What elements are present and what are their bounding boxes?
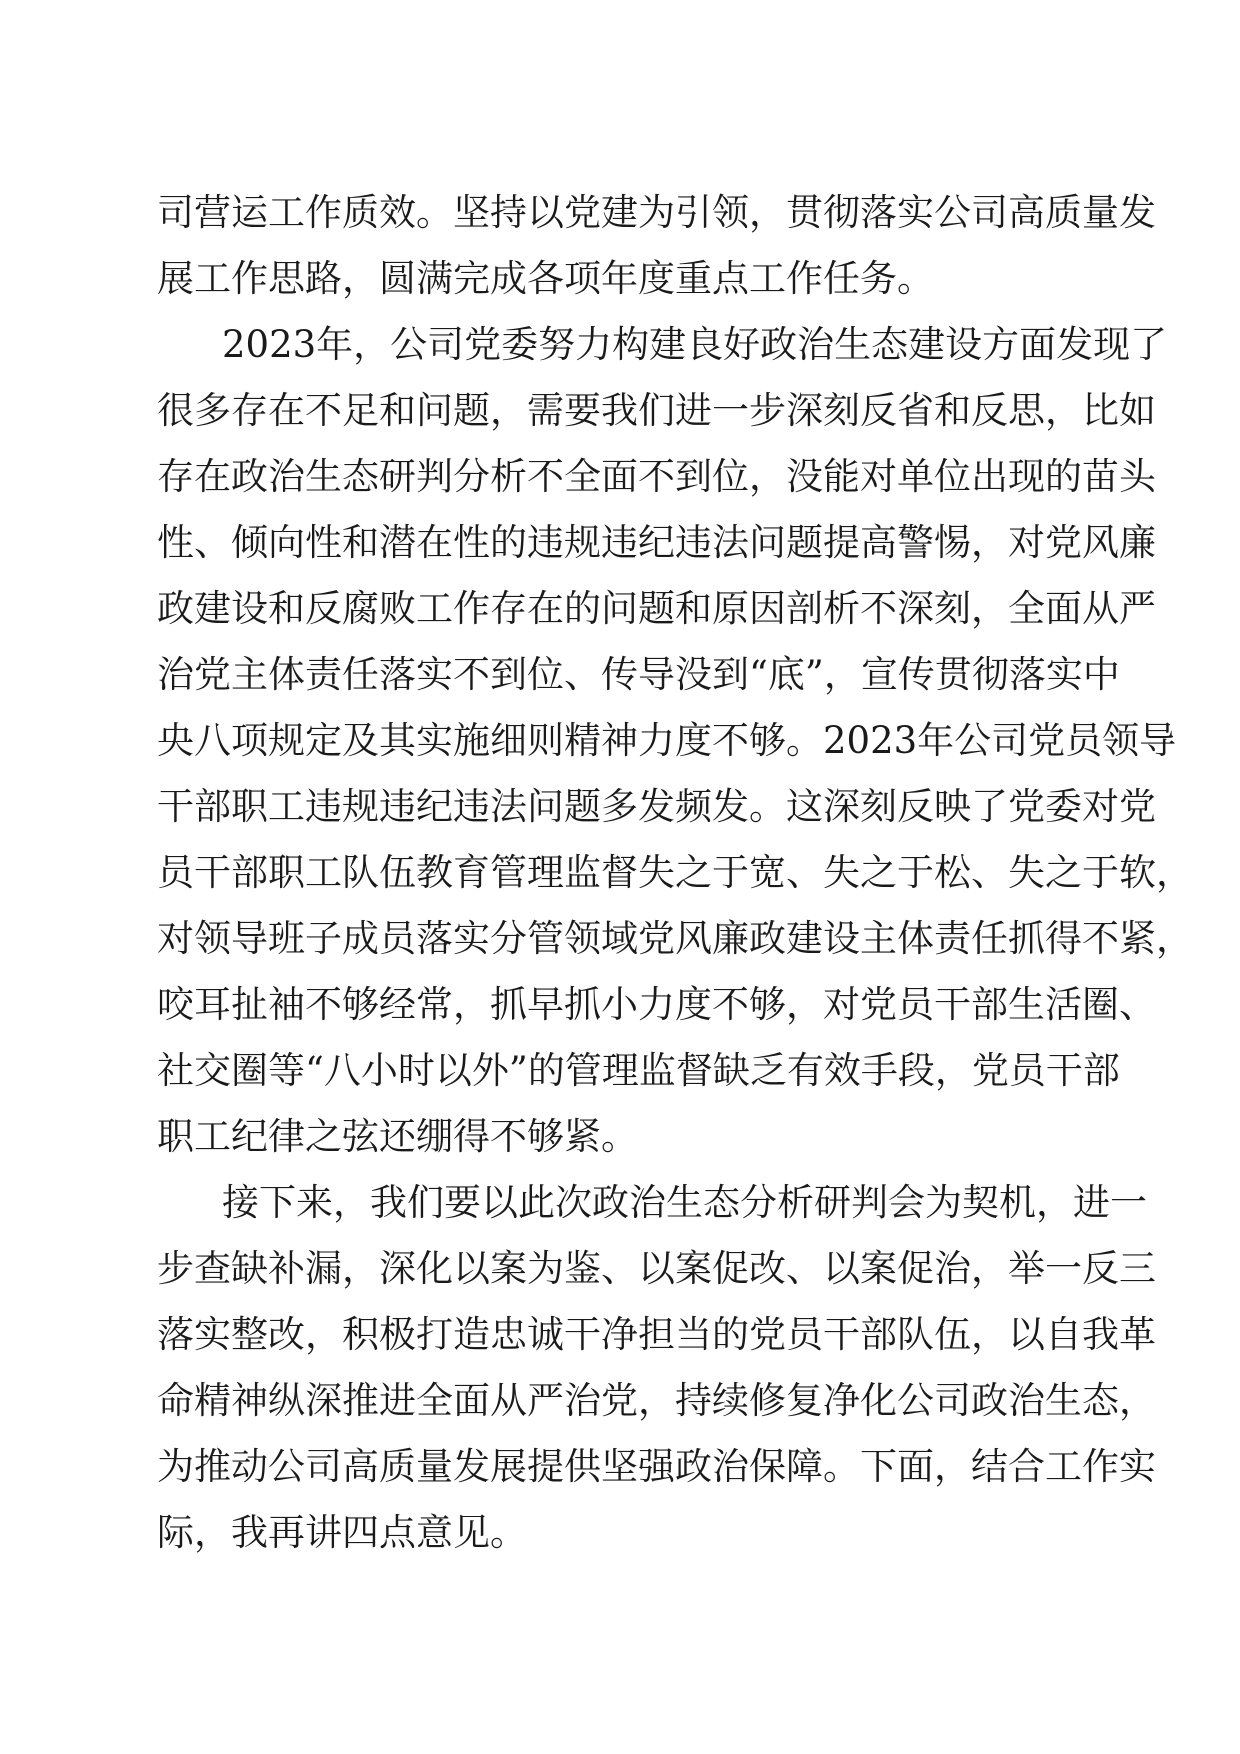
text-line: 央八项规定及其实施细则精神力度不够。2023年公司党员领导 xyxy=(157,719,1177,762)
text-line: 性、倾向性和潜在性的违规违纪违法问题提高警惕，对党风廉 xyxy=(157,521,1156,564)
text-line: 接下来，我们要以此次政治生态分析研判会为契机，进一 xyxy=(222,1181,1147,1224)
text-line: 对领导班子成员落实分管领域党风廉政建设主体责任抓得不紧， xyxy=(157,917,1193,960)
text-line: 司营运工作质效。坚持以党建为引领，贯彻落实公司高质量发 xyxy=(157,191,1156,234)
text-line: 2023年，公司党委努力构建良好政治生态建设方面发现了 xyxy=(222,323,1168,366)
text-line: 干部职工违规违纪违法问题多发频发。这深刻反映了党委对党 xyxy=(157,785,1156,828)
text-line: 为推动公司高质量发展提供坚强政治保障。下面，结合工作实 xyxy=(157,1445,1156,1488)
text-line: 命精神纵深推进全面从严治党，持续修复净化公司政治生态， xyxy=(157,1379,1156,1422)
text-line: 很多存在不足和问题，需要我们进一步深刻反省和反思，比如 xyxy=(157,389,1156,432)
text-line: 步查缺补漏，深化以案为鉴、以案促改、以案促治，举一反三 xyxy=(157,1247,1156,1290)
text-line: 治党主体责任落实不到位、传导没到“底”，宣传贯彻落实中 xyxy=(157,653,1120,696)
text-line: 展工作思路，圆满完成各项年度重点工作任务。 xyxy=(157,257,934,300)
text-line: 落实整改，积极打造忠诚干净担当的党员干部队伍，以自我革 xyxy=(157,1313,1156,1356)
text-line: 政建设和反腐败工作存在的问题和原因剖析不深刻，全面从严 xyxy=(157,587,1156,630)
text-line: 社交圈等“八小时以外”的管理监督缺乏有效手段，党员干部 xyxy=(157,1049,1120,1092)
text-line: 际，我再讲四点意见。 xyxy=(157,1511,527,1554)
text-line: 咬耳扯袖不够经常，抓早抓小力度不够，对党员干部生活圈、 xyxy=(157,983,1156,1026)
text-line: 职工纪律之弦还绷得不够紧。 xyxy=(157,1115,638,1158)
text-line: 存在政治生态研判分析不全面不到位，没能对单位出现的苗头 xyxy=(157,455,1156,498)
text-line: 员干部职工队伍教育管理监督失之于宽、失之于松、失之于软， xyxy=(157,851,1193,894)
